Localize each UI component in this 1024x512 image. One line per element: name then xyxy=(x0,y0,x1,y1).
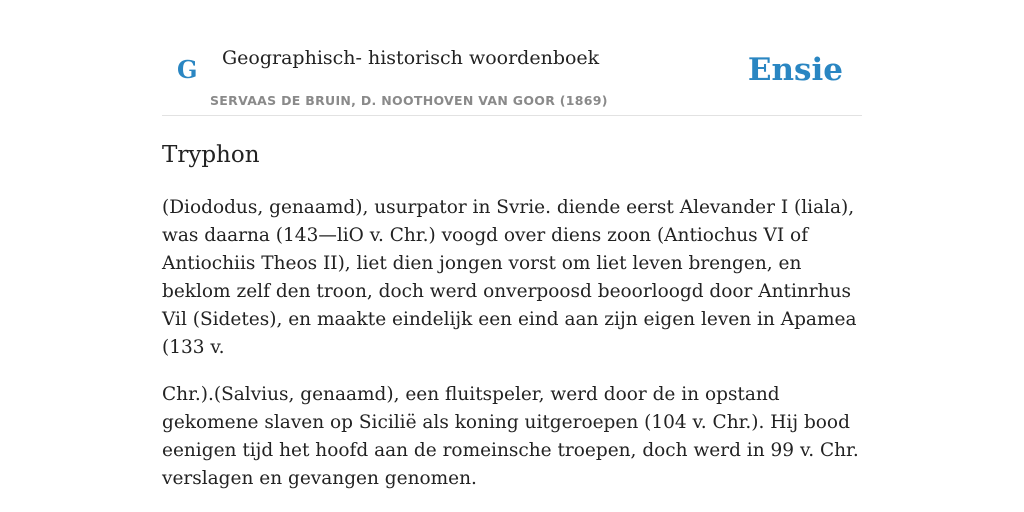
book-authors: SERVAAS DE BRUIN, D. NOOTHOVEN VAN GOOR (1869) xyxy=(210,93,608,108)
book-title-link[interactable]: Geographisch- historisch woordenboek xyxy=(222,47,600,69)
book-letter-badge[interactable]: G xyxy=(177,55,198,84)
entry-paragraph: (Diododus, genaamd), usurpator in Svrie. diende eerst Alevander I (liala), was daarna (143—liO v. Chr.) voogd over diens zoon (Antiochus VI of Antiochiis Theos II), liet dien jongen vorst om liet leven brengen, en beklom zelf den troon, doch werd onverpoosd beoorloogd door Antinrhus Vil (Sidetes), en maakte eindelijk een eind aan zijn eigen leven in Apamea (133 v. xyxy=(162,197,857,358)
entry-content xyxy=(162,136,866,493)
entry-paragraph: Chr.).(Salvius, genaamd), een fluitspeler, werd door de in opstand gekomene slaven op Sicilië als koning uitgeroepen (104 v. Chr.). Hij bood eenigen tijd het hoofd aan de romeinsche troepen, doch werd in 99 v. Chr. verslagen en gevangen genomen. xyxy=(162,384,859,489)
book-header xyxy=(162,0,862,116)
entry-title: Tryphon xyxy=(162,142,260,168)
ensie-logo-link[interactable]: Ensie xyxy=(747,52,843,88)
